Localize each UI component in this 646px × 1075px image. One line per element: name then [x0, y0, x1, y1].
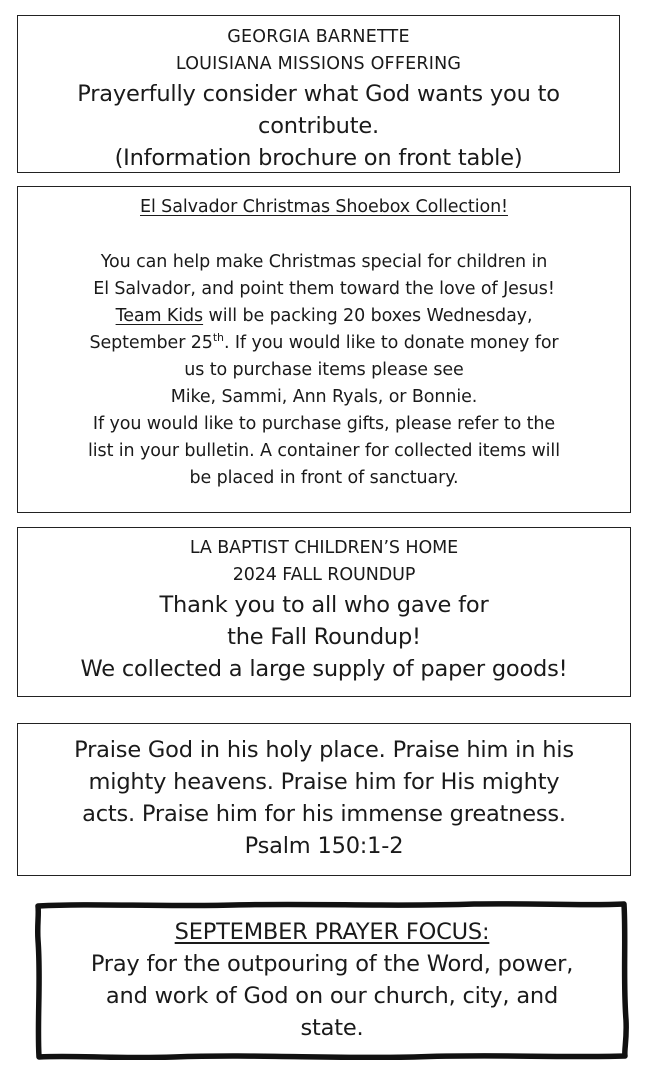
roundup-org: LA BAPTIST CHILDREN’S HOME [189, 538, 459, 558]
missions-offering-name: GEORGIA BARNETTE [227, 27, 410, 47]
missions-offering-text-2: contribute. [258, 113, 379, 139]
prayer-focus-title: SEPTEMBER PRAYER FOCUS: [174, 919, 490, 945]
shoebox-text-line: be placed in front of sanctuary. [189, 468, 459, 488]
shoebox-donate-text: . If you would like to donate money for [223, 333, 559, 353]
prayer-focus-line: state. [300, 1015, 364, 1041]
prayer-focus-line: and work of God on our church, city, and [105, 983, 559, 1009]
missions-offering-title: LOUISIANA MISSIONS OFFERING [175, 54, 462, 74]
shoebox-date-suffix: th [212, 331, 224, 345]
shoebox-title: El Salvador Christmas Shoebox Collection! [140, 197, 508, 217]
shoebox-date-line [18, 330, 630, 357]
shoebox-text-line: If you would like to purchase gifts, please refer to the [92, 414, 556, 434]
shoebox-team-kids-line [18, 303, 630, 330]
shoebox-text-line: You can help make Christmas special for children in [100, 252, 548, 272]
missions-offering-text-1: Prayerfully consider what God wants you to [77, 81, 560, 107]
shoebox-text-line: us to purchase items please see [184, 360, 464, 380]
prayer-focus-box [34, 900, 630, 1060]
shoebox-text-line: list in your bulletin. A container for collected items will [88, 441, 560, 461]
psalm-reference: Psalm 150:1-2 [244, 833, 404, 859]
missions-offering-text-3: (Information brochure on front table) [114, 145, 523, 171]
childrens-home-roundup-box [17, 527, 631, 697]
team-kids-label: Team Kids [115, 306, 204, 326]
roundup-title: 2024 FALL ROUNDUP [232, 565, 416, 585]
shoebox-date: September 25 [89, 333, 213, 353]
roundup-text-1: Thank you to all who gave for [159, 592, 489, 618]
missions-offering-box [17, 15, 620, 173]
shoebox-text-line: El Salvador, and point them toward the love of Jesus! [93, 279, 555, 299]
shoebox-contacts: Mike, Sammi, Ann Ryals, or Bonnie. [170, 387, 478, 407]
roundup-text-3: We collected a large supply of paper goods! [80, 656, 568, 682]
psalm-box [17, 723, 631, 876]
shoebox-packing-text: will be packing 20 boxes Wednesday, [203, 306, 533, 326]
psalm-line: mighty heavens. Praise him for His mighty [88, 769, 560, 795]
psalm-line: Praise God in his holy place. Praise him in his [74, 737, 574, 763]
psalm-line: acts. Praise him for his immense greatness. [82, 801, 566, 827]
roundup-text-2: the Fall Roundup! [227, 624, 421, 650]
prayer-focus-line: Pray for the outpouring of the Word, power, [90, 951, 574, 977]
shoebox-collection-box [17, 186, 631, 513]
